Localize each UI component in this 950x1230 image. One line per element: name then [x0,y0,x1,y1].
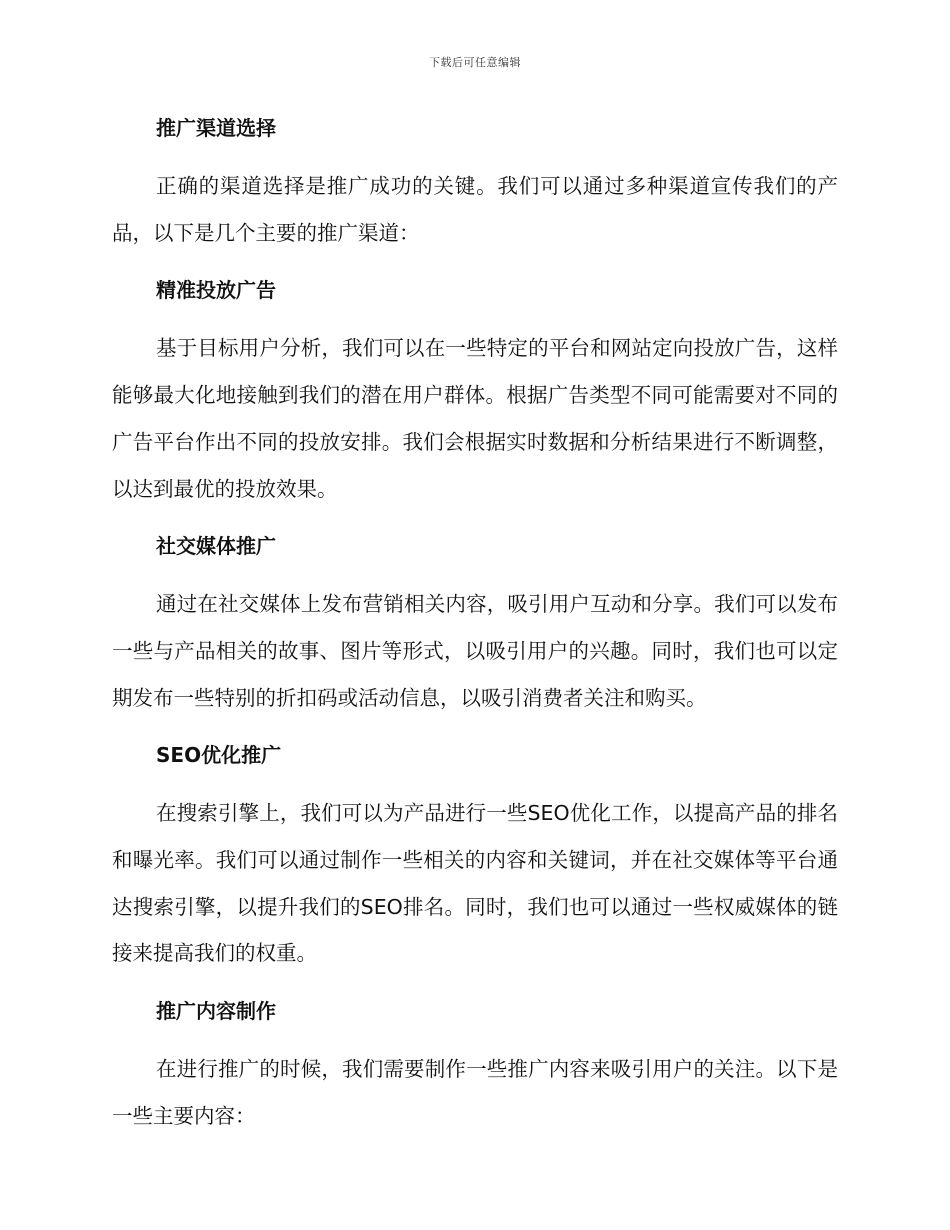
section-paragraph-content-production: 在进行推广的时候，我们需要制作一些推广内容来吸引用户的关注。以下是一些主要内容： [112,1057,838,1128]
page-header-note: 下载后可任意编辑 [429,56,521,69]
section-heading-social-media: 社交媒体推广 [156,534,276,559]
section-paragraph-channel-selection: 正确的渠道选择是推广成功的关键。我们可以通过多种渠道宣传我们的产品，以下是几个主要的推广渠道： [112,174,838,245]
section-paragraph-targeted-ads: 基于目标用户分析，我们可以在一些特定的平台和网站定向投放广告，这样能够最大化地接触到我们的潜在用户群体。根据广告类型不同可能需要对不同的广告平台作出不同的投放安排。我们会根据实时数据和分析结果进行不断调整，以达到最优的投放效果。 [112,336,838,501]
document-body [112,106,838,1152]
section-heading-channel-selection: 推广渠道选择 [156,116,276,140]
section-heading-seo: SEO优化推广 [156,743,282,768]
section-heading-content-production: 推广内容制作 [156,999,276,1024]
section-paragraph-social-media: 通过在社交媒体上发布营销相关内容，吸引用户互动和分享。我们可以发布一些与产品相关的故事、图片等形式，以吸引用户的兴趣。同时，我们也可以定期发布一些特别的折扣码或活动信息，以吸引消费者关注和购买。 [112,592,838,710]
section-paragraph-seo: 在搜索引擎上，我们可以为产品进行一些SEO优化工作，以提高产品的排名和曝光率。我们可以通过制作一些相关的内容和关键词，并在社交媒体等平台通达搜索引擎，以提升我们的SEO排名。同时，我们也可以通过一些权威媒体的链接来提高我们的权重。 [112,801,838,966]
section-heading-targeted-ads: 精准投放广告 [156,278,276,303]
